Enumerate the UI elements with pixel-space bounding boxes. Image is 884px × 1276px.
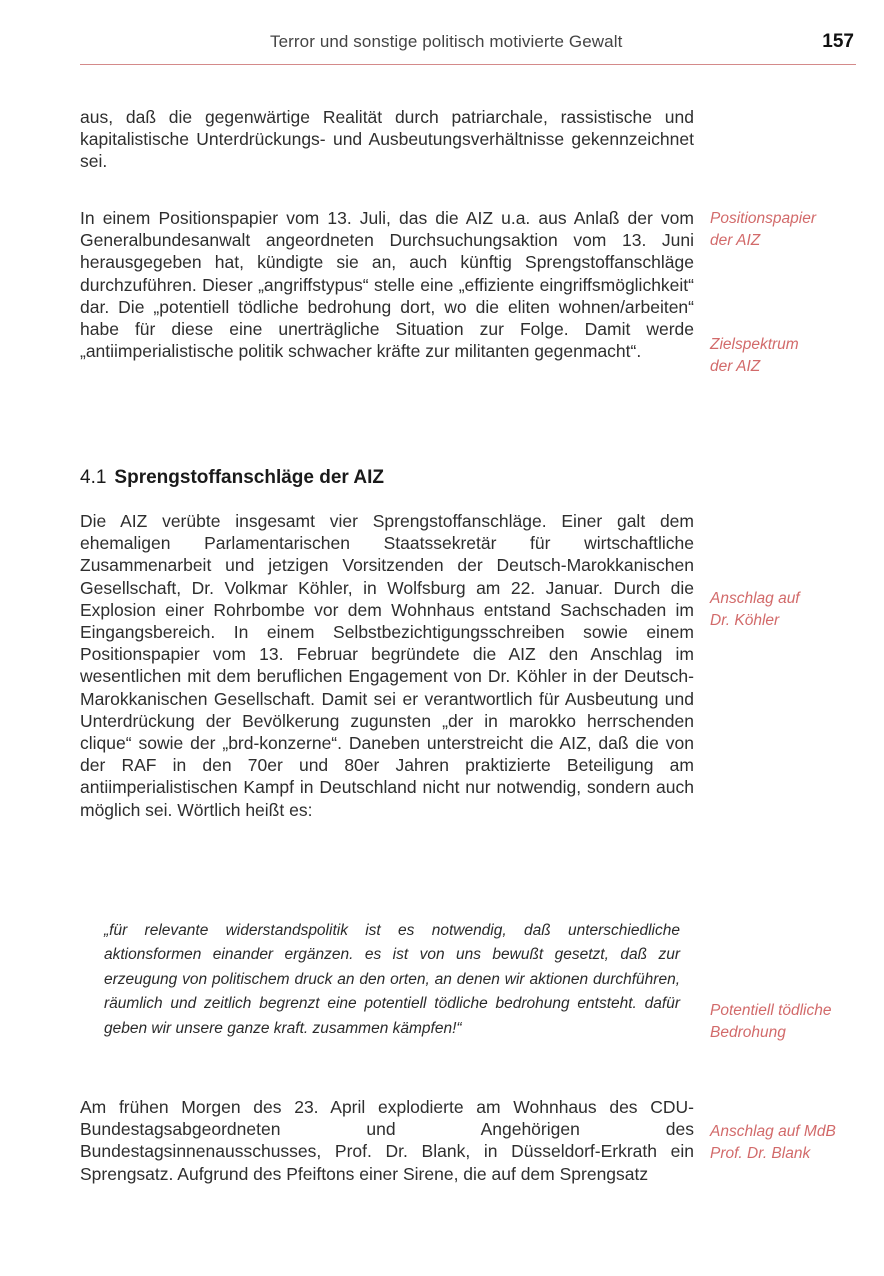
- header-rule: [80, 64, 856, 65]
- paragraph-3: Die AIZ verübte insgesamt vier Sprengstoffanschläge. Einer galt dem ehemaligen Parlamentarischen Staatssekretär für wirtschaftliche Zusammenarbeit und jetzigen Vorsitzenden der Deutsch-Marokkanischen Gesellschaft, Dr. Volkmar Köhler, in Wolfsburg am 22. Januar. Durch die Explosion einer Rohrbombe vor dem Wohnhaus entstand Sachschaden im Eingangsbereich. In einem Selbstbezichtigungsschreiben sowie einem Positionspapier vom 13. Februar begründete die AIZ den Anschlag im wesentlichen mit dem beruflichen Engagement von Dr. Köhler in der Deutsch-Marokkanischen Gesellschaft. Damit sei er verantwortlich für Ausbeutung und Unterdrückung der Bevölkerung zugunsten „der in marokko herrschenden clique“ sowie der „brd-konzerne“. Daneben unterstreicht die AIZ, daß die von der RAF in den 70er und 80er Jahren praktizierte Beteiligung am antiimperialistischen Kampf in Deutschland nicht nur notwendig, sondern auch möglich sei. Wörtlich heißt es:: [80, 511, 694, 820]
- margin-note-line: Dr. Köhler: [710, 611, 780, 629]
- paragraph-2: In einem Positionspapier vom 13. Juli, das die AIZ u.a. aus Anlaß der vom Generalbundesanwalt angeordneten Durchsuchungsaktion vom 13. Juni herausgegeben hat, kündigte sie an, auch künftig Sprengstoffanschläge durchzuführen. Dieser „angriffstypus“ stelle eine „effiziente eingriffsmöglichkeit“ dar. Die „potentiell tödliche bedrohung dort, wo die eliten wohnen/arbeiten“ habe für diese eine unerträgliche Situation zur Folge. Damit werde „antiimperialistische politik schwacher kräfte zur militanten gegenmacht“.: [80, 208, 694, 362]
- section-title: Sprengstoffanschläge der AIZ: [114, 467, 384, 488]
- paragraph-1: aus, daß die gegenwärtige Realität durch patriarchale, rassistische und kapitalistische Unterdrückungs- und Ausbeutungsverhältnisse gekennzeichnet sei.: [80, 107, 694, 172]
- margin-note-zielspektrum: [710, 334, 799, 377]
- section-number: 4.1: [80, 467, 107, 488]
- margin-note-line: Positionspapier: [710, 210, 816, 227]
- margin-note-anschlag-koehler: [710, 588, 800, 631]
- paragraph-4: Am frühen Morgen des 23. April explodierte am Wohnhaus des CDU-Bundestagsabgeordneten und Angehörigen des Bundestagsinnenausschusses, Prof. Dr. Blank, in Düsseldorf-Erkrath ein Sprengsatz. Aufgrund des Pfeiftons einer Sirene, die auf dem Sprengsatz: [80, 1097, 694, 1184]
- block-quote: „für relevante widerstandspolitik ist es notwendig, daß unterschiedliche aktionsformen einander ergänzen. es ist von uns bewußt gesetzt, daß zur erzeugung von politischem druck an den orten, an denen wir aktionen durchführen, räumlich und zeitlich begrenzt eine potentiell tödliche bedrohung entsteht. dafür geben wir unsere ganze kraft. zusammen kämpfen!“: [104, 922, 680, 1037]
- margin-note-line: Potentiell tödliche: [710, 1002, 832, 1019]
- running-title: Terror und sonstige politisch motivierte Gewalt: [270, 32, 623, 51]
- margin-note-bedrohung: [710, 1000, 832, 1043]
- margin-note-line: der AIZ: [710, 231, 761, 249]
- margin-note-line: Anschlag auf MdB: [710, 1123, 836, 1140]
- section-heading: [80, 467, 694, 489]
- margin-note-line: Anschlag auf: [710, 590, 800, 607]
- page-number: 157: [822, 31, 854, 52]
- margin-note-line: Bedrohung: [710, 1023, 786, 1041]
- margin-note-line: Prof. Dr. Blank: [710, 1144, 811, 1162]
- margin-note-line: Zielspektrum: [710, 336, 799, 353]
- margin-note-line: der AIZ: [710, 357, 761, 375]
- margin-note-anschlag-blank: [710, 1121, 836, 1164]
- margin-note-positionspapier: [710, 208, 816, 251]
